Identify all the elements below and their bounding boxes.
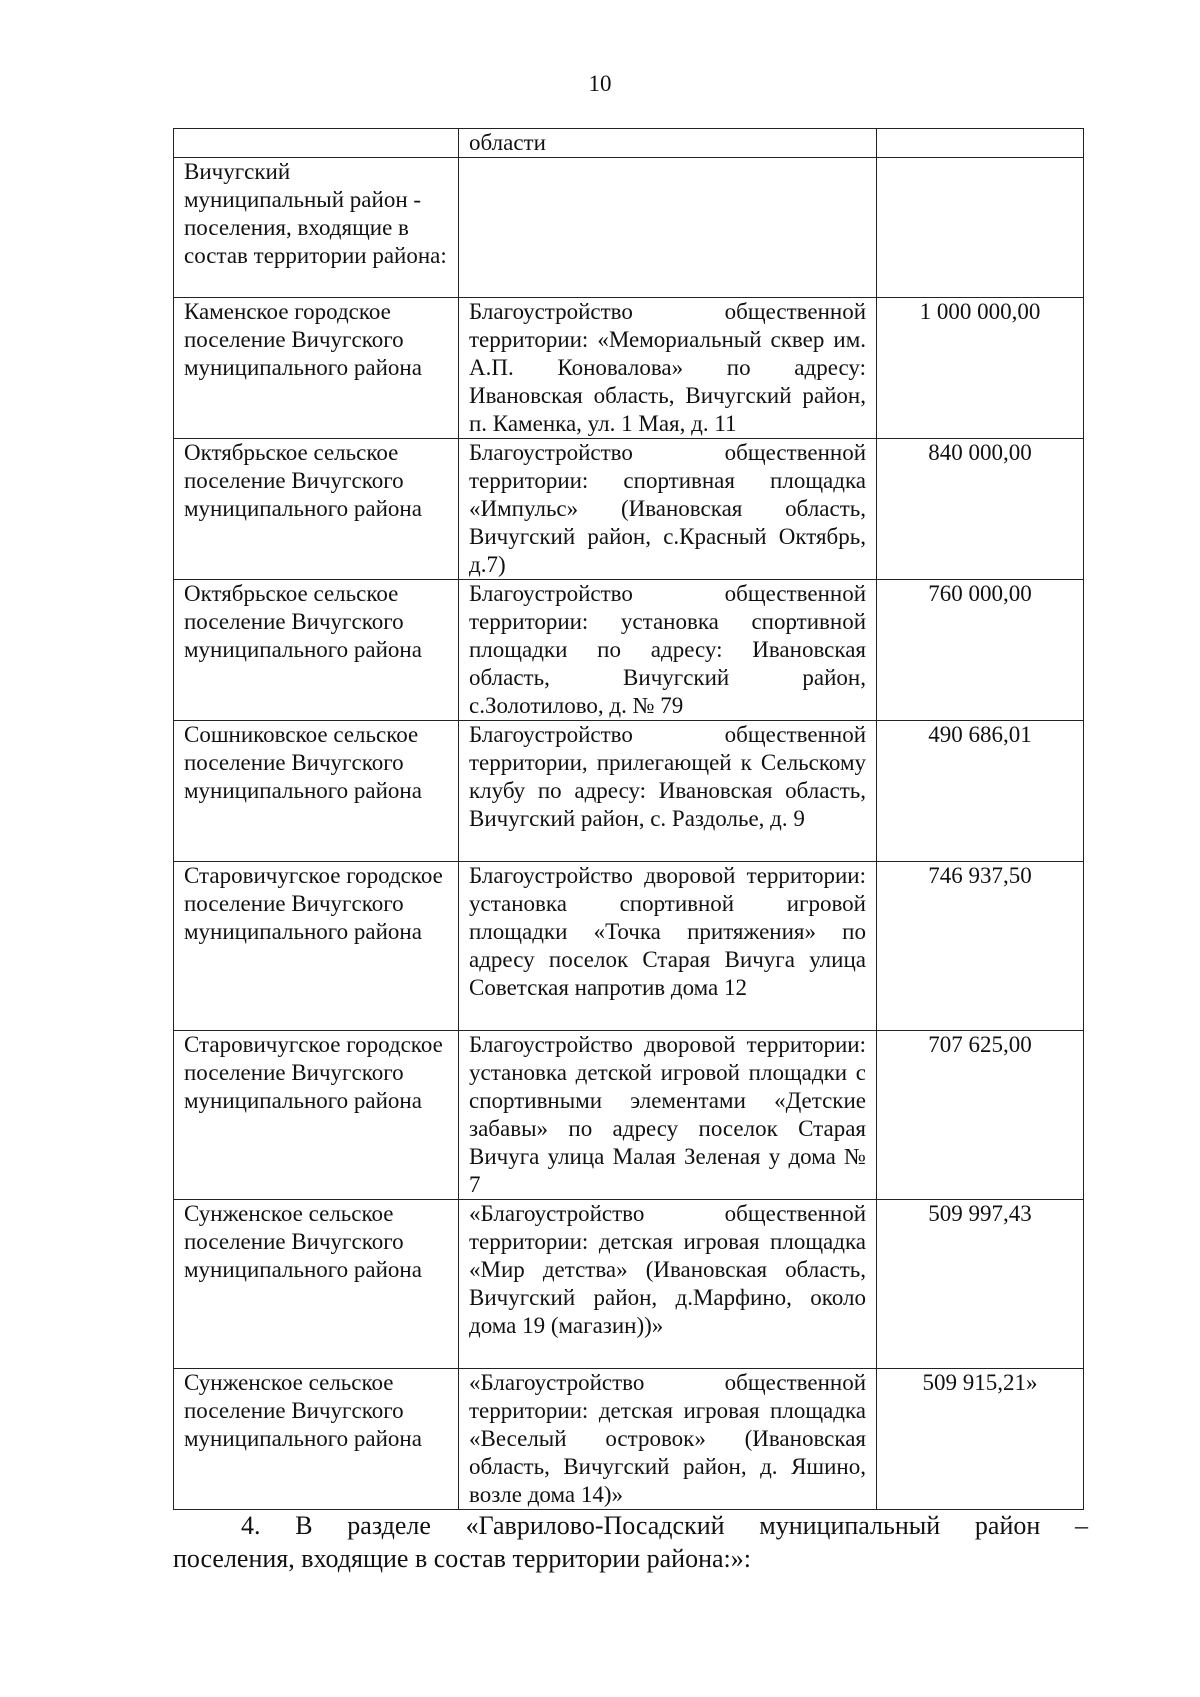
page-number: 10: [588, 71, 612, 96]
description-cell: Благоустройство общественной территории: «Мемориальный сквер им. А.П. Коновалова» по адресу: Ивановская область, Вичугский район, п. Каменка, ул. 1 Мая, д. 11: [459, 298, 877, 439]
amount-cell: [877, 129, 1084, 158]
amount-cell: 840 000,00: [877, 439, 1084, 580]
description-cell: Благоустройство общественной территории: установка спортивной площадки по адресу: Ивановская область, Вичугский район, с.Золотилово, д. № 79: [459, 580, 877, 721]
amount-cell: 760 000,00: [877, 580, 1084, 721]
paragraph-line: поселения, входящие в состав территории района:»:: [173, 1544, 751, 1573]
description-cell: Благоустройство общественной территории, прилегающей к Сельскому клубу по адресу: Ивановская область, Вичугский район, с. Раздолье, д. 9: [459, 721, 877, 862]
table-row: [174, 298, 1084, 439]
municipality-cell: Сунженское сельское поселение Вичугского муниципального района: [174, 1200, 459, 1369]
description-cell: области: [459, 129, 877, 158]
table-row: [174, 1031, 1084, 1200]
amount-cell: 490 686,01: [877, 721, 1084, 862]
municipality-cell: [174, 129, 459, 158]
municipality-cell: Сошниковское сельское поселение Вичугского муниципального района: [174, 721, 459, 862]
municipality-cell: Вичугский муниципальный район - поселения, входящие в состав территории района:: [174, 158, 459, 298]
table-row: [174, 580, 1084, 721]
paragraph-line: 4. В разделе «Гаврилово-Посадский муниципальный район –: [241, 1511, 1088, 1540]
municipality-cell: Каменское городское поселение Вичугского муниципального района: [174, 298, 459, 439]
municipality-cell: Старовичугское городское поселение Вичугского муниципального района: [174, 1031, 459, 1200]
amount-cell: 746 937,50: [877, 862, 1084, 1031]
description-cell: [459, 158, 877, 298]
table-row: [174, 439, 1084, 580]
subsidy-table: [173, 128, 1084, 1510]
table-row: [174, 158, 1084, 298]
municipality-cell: Октябрьское сельское поселение Вичугского муниципального района: [174, 580, 459, 721]
table-row: [174, 1369, 1084, 1510]
description-cell: «Благоустройство общественной территории: детская игровая площадка «Веселый островок» (Ивановская область, Вичугский район, д. Яшино, возле дома 14)»: [459, 1369, 877, 1510]
municipality-cell: Октябрьское сельское поселение Вичугского муниципального района: [174, 439, 459, 580]
description-cell: Благоустройство общественной территории: спортивная площадка «Импульс» (Ивановская область, Вичугский район, с.Красный Октябрь, д.7): [459, 439, 877, 580]
table-row: [174, 721, 1084, 862]
description-cell: «Благоустройство общественной территории: детская игровая площадка «Мир детства» (Ивановская область, Вичугский район, д.Марфино, около дома 19 (магазин))»: [459, 1200, 877, 1369]
amendment-paragraph: [173, 1509, 1088, 1575]
description-cell: Благоустройство дворовой территории: установка спортивной игровой площадки «Точка притяжения» по адресу поселок Старая Вичуга улица Советская напротив дома 12: [459, 862, 877, 1031]
amount-cell: [877, 158, 1084, 298]
table-row: [174, 862, 1084, 1031]
amount-cell: 1 000 000,00: [877, 298, 1084, 439]
amount-cell: 509 997,43: [877, 1200, 1084, 1369]
municipality-cell: Старовичугское городское поселение Вичугского муниципального района: [174, 862, 459, 1031]
table-row: [174, 129, 1084, 158]
description-cell: Благоустройство дворовой территории: установка детской игровой площадки с спортивными элементами «Детские забавы» по адресу поселок Старая Вичуга улица Малая Зеленая у дома № 7: [459, 1031, 877, 1200]
amount-cell: 707 625,00: [877, 1031, 1084, 1200]
amount-cell: 509 915,21»: [877, 1369, 1084, 1510]
municipality-cell: Сунженское сельское поселение Вичугского муниципального района: [174, 1369, 459, 1510]
table-row: [174, 1200, 1084, 1369]
